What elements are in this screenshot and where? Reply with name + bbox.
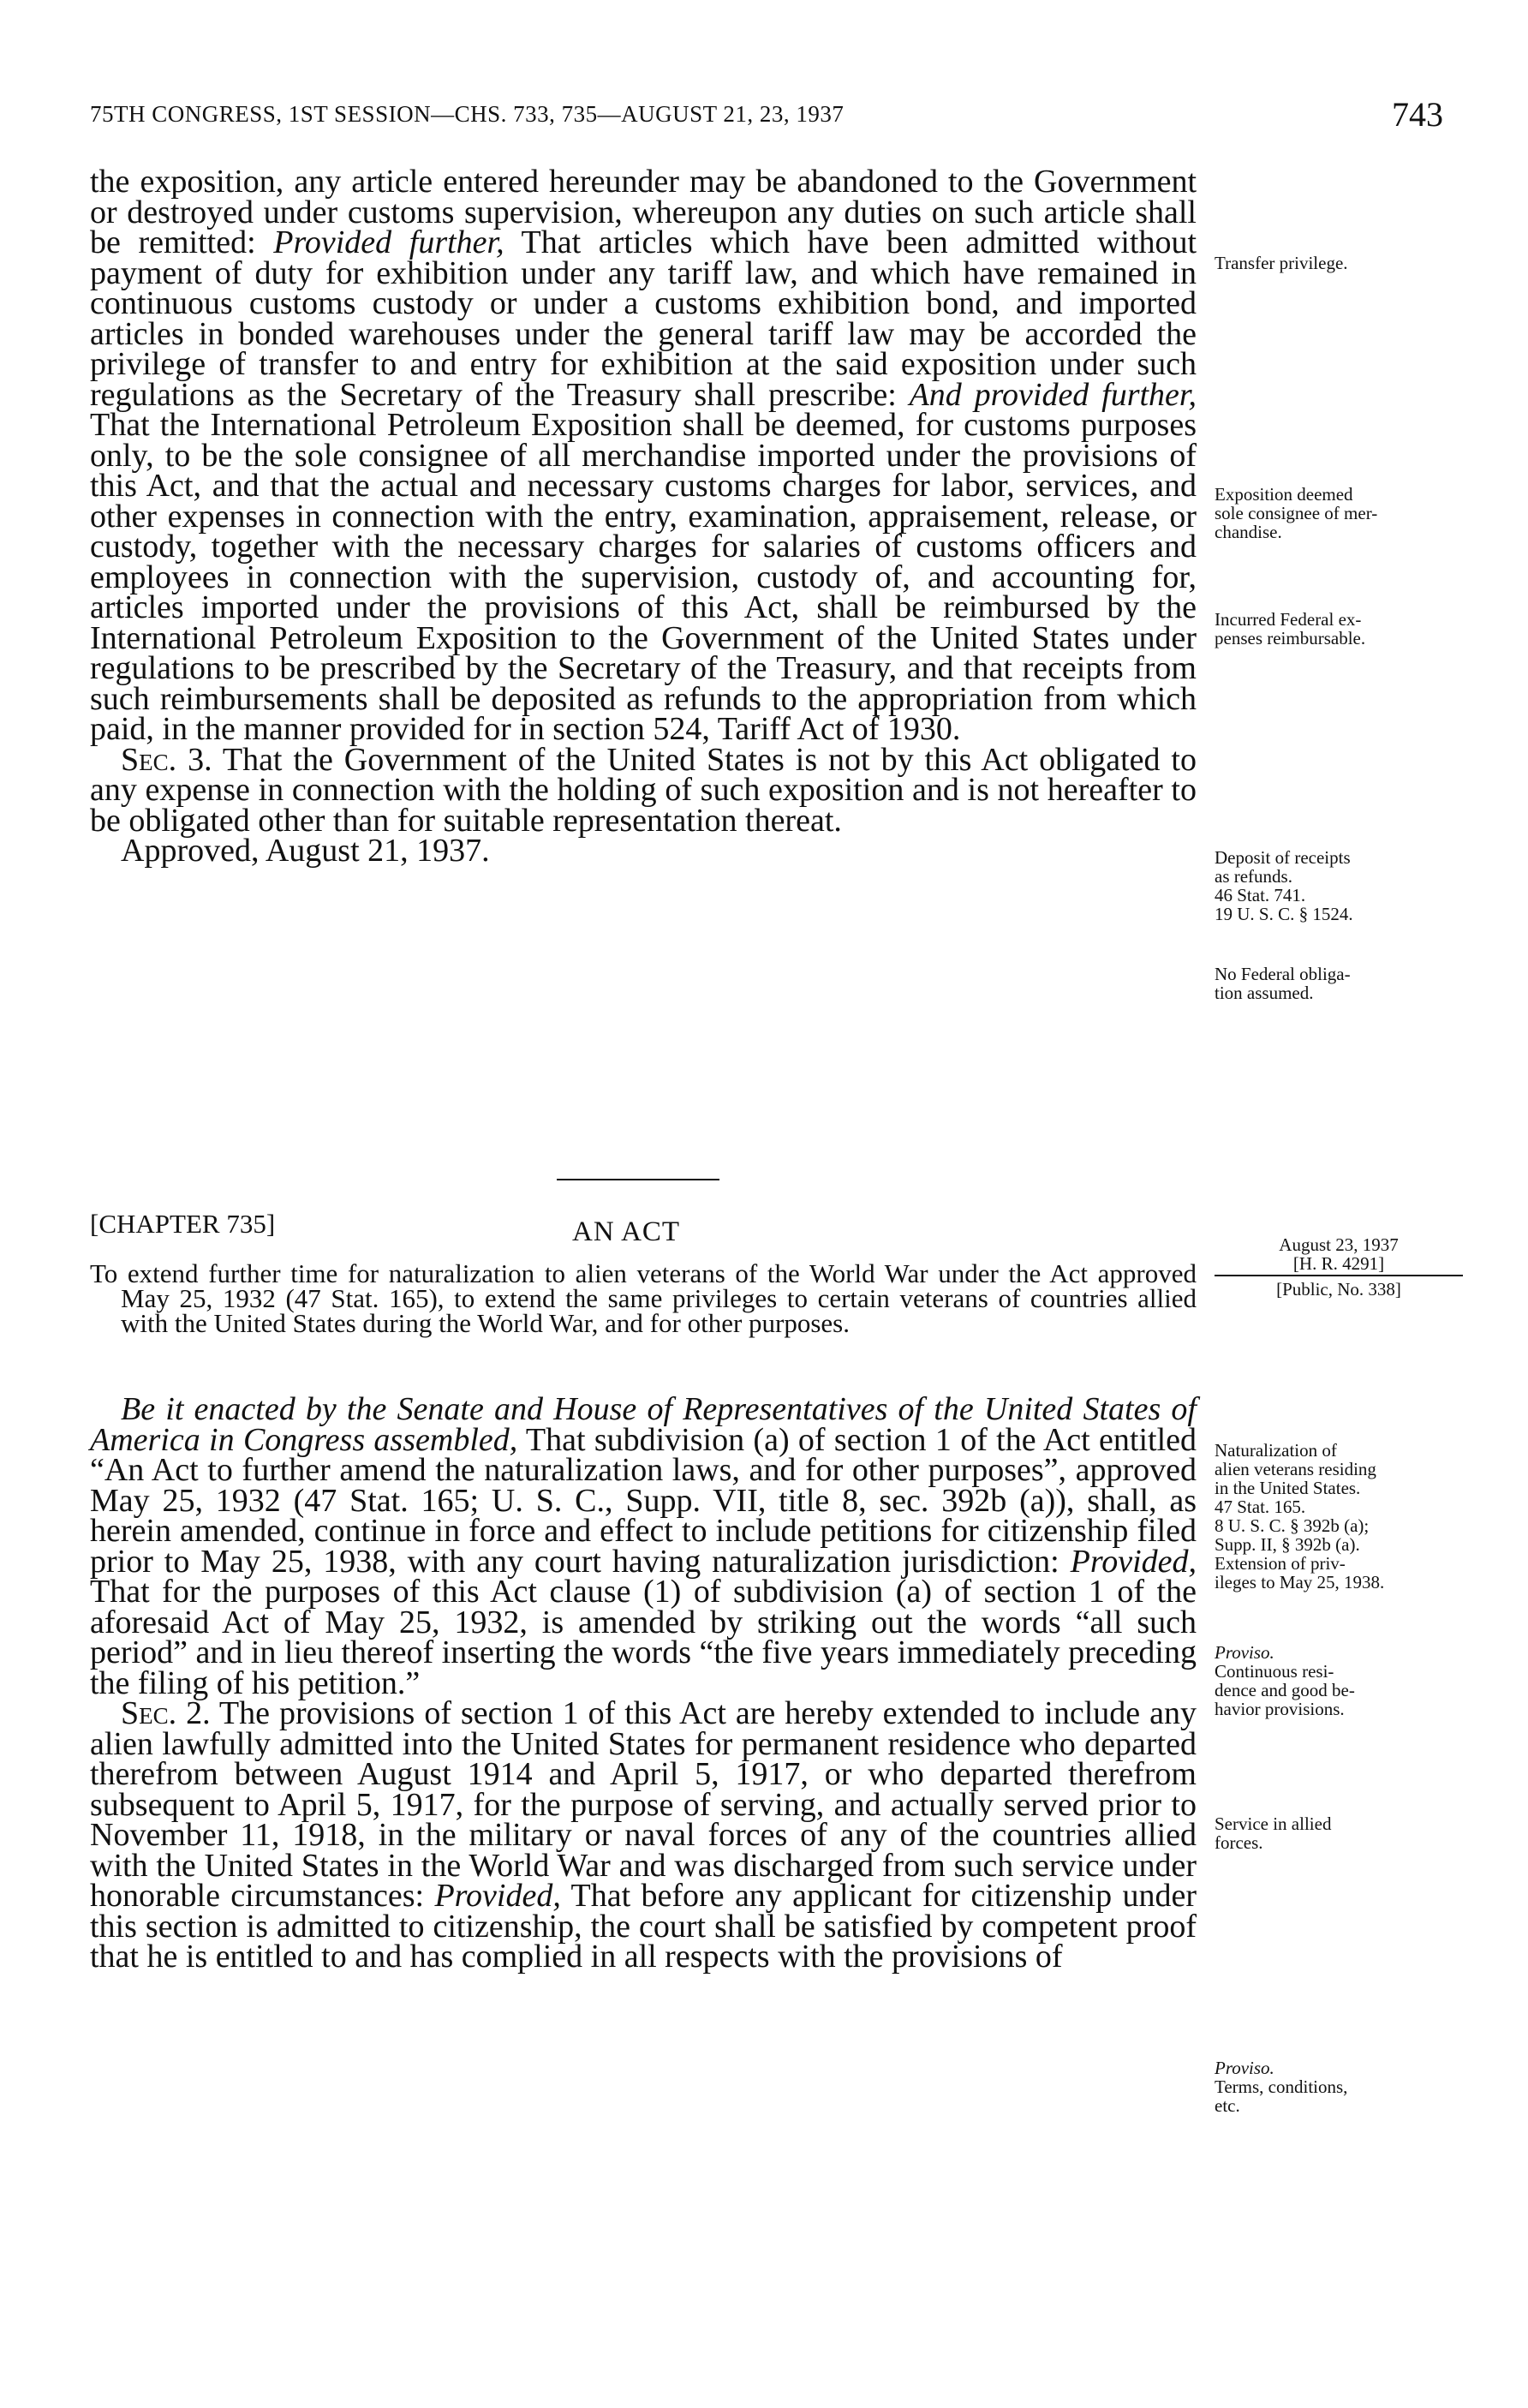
text-run: That the International Petroleum Exposition shall be deemed, for customs purposes only, to be the sole consignee of all merchandise imported under the provisions of this Act, and that the actual and necessary customs charges for labor, services, and other expenses in connection with the entry, examination, appraisement, release, or custody, together with the necessary charges for salaries of customs officers and employees in connection with the supervision, custody of, and accounting for, articles imported under the provisions of this Act, shall be reimbursed by the International Petroleum Exposition to the Government of the United States under regulations to be prescribed by the Secretary of the Treasury, and that receipts from such reimbursements shall be deposited as refunds to the appropriation from which paid, in the manner provided for in section 524, Tariff Act of 1930.: [90, 407, 1197, 747]
margin-note-line: Transfer privilege.: [1215, 253, 1348, 273]
act-title: [90, 1258, 1197, 1338]
margin-note-deposit: [1215, 848, 1463, 923]
section-label: Sec. 2.: [121, 1695, 211, 1731]
act-date: August 23, 1937: [1279, 1234, 1399, 1255]
text-run: The provisions of section 1 of this Act are hereby extended to include any alien lawfully admitted into the United States for permanent residence who departed therefrom between August 1914 and April 5, 1917, or who departed therefrom subsequent to April 5, 1917, for the purpose of serving, and actually served prior to November 11, 1918, in the military or naval forces of any of the countries allied with the United States in the World War and was discharged from such service under honorable circumstances:: [90, 1695, 1197, 1914]
enacting-clause: Be it enacted by the Senate and House of Representatives of the United States of America in Congress assembled,: [90, 1391, 1197, 1458]
margin-note-line: 46 Stat. 741.: [1215, 885, 1306, 905]
margin-note-transfer: [1215, 254, 1463, 272]
proviso-phrase: Provided further,: [273, 224, 504, 260]
margin-note-line: alien veterans residing: [1215, 1459, 1376, 1479]
proviso-phrase: Provided,: [434, 1878, 561, 1914]
margin-note-line: Supp. II, § 392b (a).: [1215, 1534, 1360, 1555]
margin-note-line: in the United States.: [1215, 1478, 1361, 1498]
bill-number: [H. R. 4291]: [1215, 1254, 1463, 1276]
running-head: 75TH CONGRESS, 1ST SESSION—CHS. 733, 735—AUGUST 21, 23, 1937: [90, 101, 845, 127]
margin-note-line: ileges to May 25, 1938.: [1215, 1572, 1385, 1592]
margin-note-line: 47 Stat. 165.: [1215, 1497, 1306, 1517]
text-run: That subdivision (a) of section 1 of the Act entitled “An Act to further amend the naturalization laws, and for other purposes”, approved May 25, 1932 (47 Stat. 165; U. S. C., Supp. VII, title 8, sec. 392b (a)), shall, as herein amended, continue in force and effect to include petitions for citizenship filed prior to May 25, 1938, with any court having naturalization jurisdiction:: [90, 1421, 1197, 1580]
margin-note-line: chandise.: [1215, 522, 1282, 542]
margin-note-incurred: [1215, 610, 1463, 648]
chapter-733-paragraph: [90, 164, 1197, 747]
page-number: 743: [1392, 95, 1443, 134]
margin-note-line: etc.: [1215, 2095, 1240, 2116]
margin-note-line: Deposit of receipts: [1215, 847, 1351, 868]
an-act-heading: AN ACT: [572, 1216, 681, 1247]
margin-note-line: sole consignee of mer-: [1215, 503, 1378, 523]
margin-note-line: as refunds.: [1215, 866, 1292, 887]
chapter-divider: [557, 1179, 719, 1180]
text-run: That articles which have been admitted without payment of duty for exhibition under any tariff law, and which have remained in continuous customs custody or under a customs exhibition bond, and imported articles in bonded warehouses under the general tariff law may be accorded the privilege of transfer to and entry for exhibition at the said exposition under such regulations as the Secretary of the Treasury shall prescribe:: [90, 224, 1197, 413]
margin-note-line: forces.: [1215, 1832, 1263, 1853]
margin-note-line: Extension of priv-: [1215, 1553, 1346, 1574]
margin-note-line: 8 U. S. C. § 392b (a);: [1215, 1515, 1370, 1536]
margin-note-service: [1215, 1814, 1463, 1852]
margin-note-proviso-terms: [1215, 2058, 1463, 2115]
margin-note-line: Incurred Federal ex-: [1215, 609, 1362, 630]
margin-note-line: Exposition deemed: [1215, 484, 1353, 505]
proviso-phrase: Provided,: [1070, 1543, 1197, 1580]
section-3-paragraph: [90, 741, 1197, 839]
section-1-paragraph: [90, 1391, 1197, 1701]
margin-note-line: Proviso.: [1215, 1642, 1274, 1663]
proviso-phrase: And provided further,: [909, 376, 1197, 413]
margin-note-line: Continuous resi-: [1215, 1661, 1334, 1682]
text-run: That the Government of the United States is not by this Act obligated to any expense in connection with the holding of such exposition and is not hereafter to be obligated other than for suitable representation thereat.: [90, 741, 1197, 839]
chapter-733-body: [90, 164, 1197, 869]
text-run: That before any applicant for citizenship under this section is admitted to citizenship, the court shall be satisfied by competent proof that he is entitled to and has complied in all respects with the provisions of: [90, 1878, 1197, 1975]
approval-line: Approved, August 21, 1937.: [121, 833, 490, 869]
margin-note-line: tion assumed.: [1215, 983, 1314, 1003]
margin-note-naturalization: [1215, 1441, 1463, 1592]
chapter-label: [CHAPTER 735]: [90, 1209, 276, 1239]
margin-note-line: No Federal obliga-: [1215, 964, 1351, 984]
page-header: [90, 94, 1443, 137]
text-run: the exposition, any article entered hereunder may be abandoned to the Government or destroyed under customs supervision, whereupon any duties on such article shall be remitted:: [90, 164, 1197, 260]
chapter-735-body: [90, 1391, 1197, 1975]
text-run: That for the purposes of this Act clause (1) of subdivision (a) of section 1 of the aforesaid Act of May 25, 1932, is amended by striking out the words “all such period” and in lieu thereof inserting the words “the five years immediately preceding the filing of his petition.”: [90, 1574, 1197, 1701]
public-law-number: [Public, No. 338]: [1276, 1279, 1401, 1300]
margin-note-line: Terms, conditions,: [1215, 2076, 1348, 2097]
margin-note-proviso-residence: [1215, 1643, 1463, 1718]
act-title-text: To extend further time for naturalization to alien veterans of the World War under the Act approved May 25, 1932 (47 Stat. 165), to extend the same privileges to certain veterans of countries allied with the United States during the World War, and for other purposes.: [90, 1258, 1197, 1338]
margin-note-exposition: [1215, 485, 1463, 541]
act-info: [1215, 1235, 1463, 1299]
margin-note-line: Proviso.: [1215, 2058, 1274, 2078]
margin-note-line: havior provisions.: [1215, 1699, 1345, 1719]
margin-note-line: penses reimbursable.: [1215, 628, 1366, 648]
section-2-paragraph: [90, 1695, 1197, 1975]
margin-note-no-federal: [1215, 965, 1463, 1002]
margin-note-line: Naturalization of: [1215, 1440, 1337, 1461]
margin-note-line: Service in allied: [1215, 1813, 1332, 1834]
margin-note-line: 19 U. S. C. § 1524.: [1215, 904, 1353, 924]
section-label: Sec. 3.: [121, 741, 212, 778]
margin-note-line: dence and good be-: [1215, 1680, 1355, 1700]
